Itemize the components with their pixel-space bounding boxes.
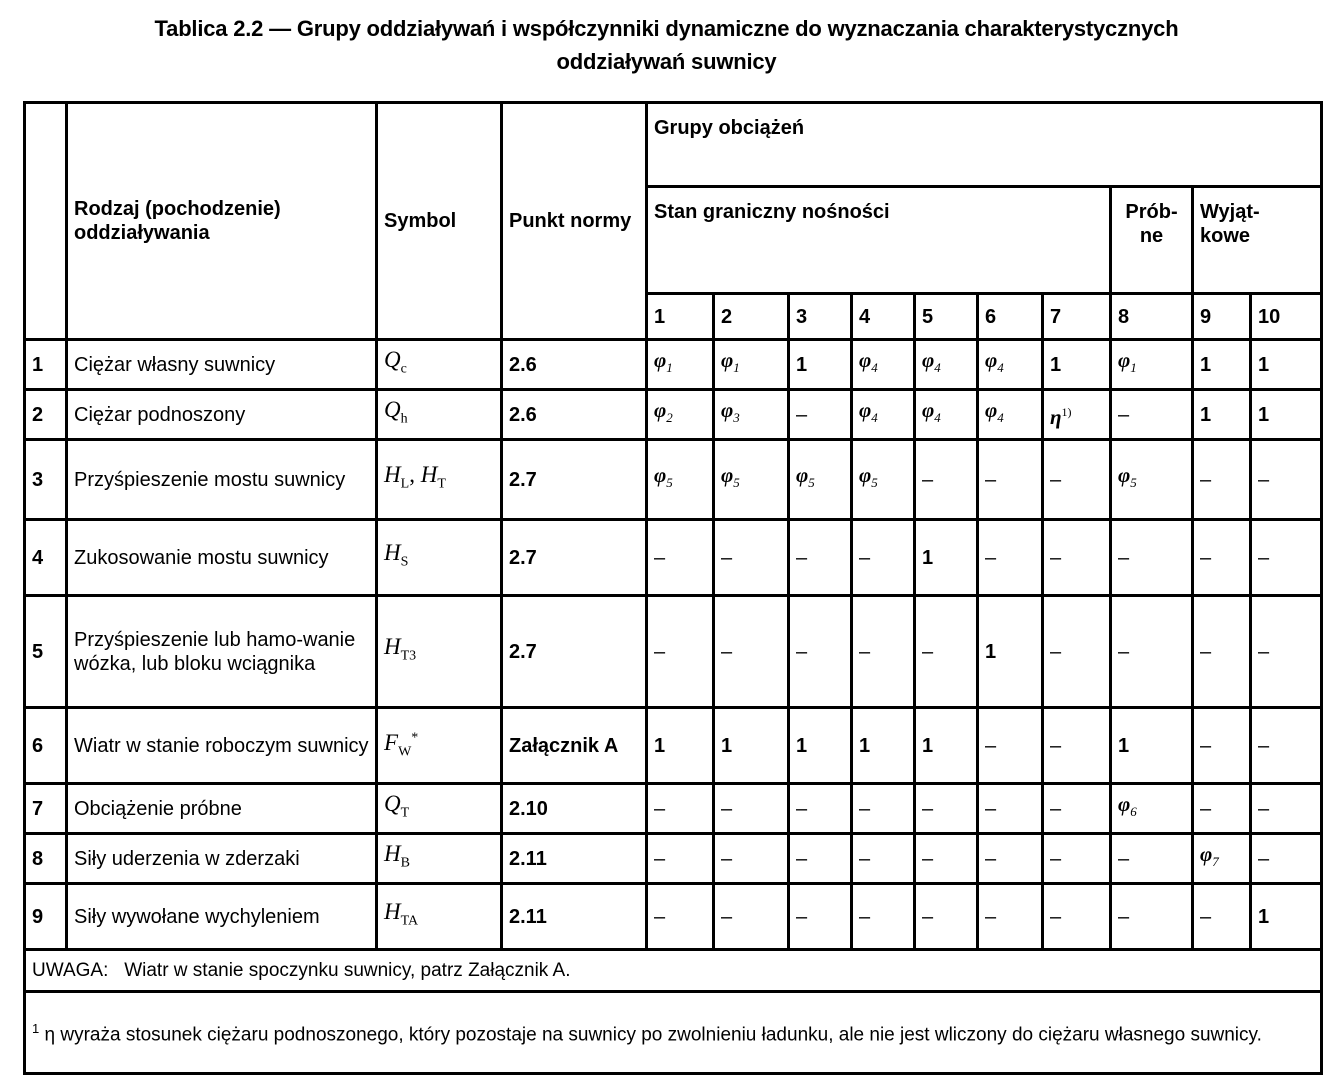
table-row xyxy=(25,440,1322,520)
phi-index: 5 xyxy=(871,475,878,491)
header-exceptional-line-1: Wyjąt- xyxy=(1200,201,1260,223)
factor-cell: 1 xyxy=(1193,390,1251,440)
row-kind: Wiatr w stanie roboczym suwnicy xyxy=(67,708,377,784)
symbol-separator: , xyxy=(409,461,421,487)
phi-symbol: φ xyxy=(859,463,872,488)
symbol-base: H xyxy=(384,539,401,565)
symbol xyxy=(384,730,419,760)
phi-index: 6 xyxy=(1130,804,1137,820)
phi-index: 5 xyxy=(666,475,673,491)
row-number: 3 xyxy=(25,440,67,520)
phi-index: 7 xyxy=(1212,854,1219,870)
header-group-number: 2 xyxy=(714,294,789,340)
row-kind: Zukosowanie mostu suwnicy xyxy=(67,520,377,596)
factor-cell: 1 xyxy=(1251,884,1322,950)
phi-factor xyxy=(654,348,673,376)
table-row xyxy=(25,884,1322,950)
factor-cell: 1 xyxy=(647,708,714,784)
factor-cell: – xyxy=(1193,884,1251,950)
row-number: 8 xyxy=(25,834,67,884)
row-point: 2.11 xyxy=(502,884,647,950)
factor-cell xyxy=(647,340,714,390)
phi-symbol: φ xyxy=(1200,842,1213,867)
header-group-number: 9 xyxy=(1193,294,1251,340)
phi-symbol: φ xyxy=(859,398,872,423)
row-symbol xyxy=(377,884,502,950)
factor-cell xyxy=(647,440,714,520)
row-number: 7 xyxy=(25,784,67,834)
phi-index: 5 xyxy=(808,475,815,491)
factor-cell: – xyxy=(978,784,1043,834)
phi-factor xyxy=(721,398,740,426)
symbol xyxy=(384,633,417,664)
factor-cell: 1 xyxy=(978,596,1043,708)
row-point: Załącznik A xyxy=(502,708,647,784)
header-kind: Rodzaj (pochodzenie) oddziaływania xyxy=(67,103,377,340)
row-symbol xyxy=(377,784,502,834)
symbol-base: Q xyxy=(384,396,401,422)
row-point: 2.7 xyxy=(502,520,647,596)
phi-index: 4 xyxy=(934,410,941,426)
symbol-subscript: L xyxy=(400,476,410,492)
symbol-base: H xyxy=(384,633,401,659)
phi-factor xyxy=(654,463,673,491)
phi-symbol: φ xyxy=(922,348,935,373)
symbol-base: H xyxy=(384,461,401,487)
phi-factor xyxy=(922,398,941,426)
table-row xyxy=(25,596,1322,708)
factor-cell: – xyxy=(1111,596,1193,708)
row-symbol xyxy=(377,520,502,596)
factor-cell xyxy=(852,440,915,520)
phi-symbol: φ xyxy=(985,398,998,423)
factor-cell: – xyxy=(1043,784,1111,834)
symbol-subscript: T3 xyxy=(400,648,417,664)
row-number: 1 xyxy=(25,340,67,390)
phi-index: 5 xyxy=(733,475,740,491)
factor-cell: – xyxy=(789,784,852,834)
symbol xyxy=(384,396,408,427)
header-uls: Stan graniczny nośności xyxy=(647,187,1111,294)
factor-cell: 1 xyxy=(1251,390,1322,440)
symbol-base: Q xyxy=(384,346,401,372)
factor-cell xyxy=(789,440,852,520)
footnote-mark: 1 xyxy=(32,1021,40,1037)
factor-cell xyxy=(714,390,789,440)
header-test xyxy=(1111,187,1193,294)
factor-cell: – xyxy=(978,520,1043,596)
row-kind: Ciężar podnoszony xyxy=(67,390,377,440)
factor-cell: – xyxy=(1193,520,1251,596)
row-number: 9 xyxy=(25,884,67,950)
factor-cell: – xyxy=(789,834,852,884)
factor-cell xyxy=(647,390,714,440)
note-text: UWAGA: Wiatr w stanie spoczynku suwnicy, patrz Załącznik A. xyxy=(25,950,1322,992)
phi-symbol: φ xyxy=(721,348,734,373)
factor-cell: – xyxy=(1251,834,1322,884)
factor-cell xyxy=(714,440,789,520)
row-point: 2.6 xyxy=(502,340,647,390)
factor-cell xyxy=(915,340,978,390)
factor-cell: – xyxy=(852,784,915,834)
header-group-number: 3 xyxy=(789,294,852,340)
factor-cell: – xyxy=(1111,390,1193,440)
row-symbol xyxy=(377,390,502,440)
header-load-groups: Grupy obciążeń xyxy=(647,103,1322,187)
factor-cell: – xyxy=(714,884,789,950)
footnote-body: η wyraża stosunek ciężaru podnoszonego, który pozostaje na suwnicy po zwolnieniu ładunku, ale nie jest wliczony do ciężaru własnego suwnicy. xyxy=(39,1024,1262,1046)
phi-symbol: φ xyxy=(654,398,667,423)
symbol-superscript: * xyxy=(411,730,419,746)
load-groups-table xyxy=(23,101,1323,1075)
phi-symbol: φ xyxy=(654,348,667,373)
factor-cell: 1 xyxy=(852,708,915,784)
symbol-subscript: W xyxy=(398,744,412,760)
phi-index: 1 xyxy=(666,360,673,376)
factor-cell: 1 xyxy=(915,520,978,596)
header-exceptional xyxy=(1193,187,1322,294)
row-symbol xyxy=(377,440,502,520)
factor-cell xyxy=(852,340,915,390)
factor-cell xyxy=(978,340,1043,390)
factor-cell xyxy=(852,390,915,440)
footnote-row xyxy=(25,992,1322,1074)
phi-index: 4 xyxy=(997,410,1004,426)
symbol xyxy=(384,461,446,492)
factor-cell: – xyxy=(978,884,1043,950)
factor-cell: – xyxy=(915,596,978,708)
table-title xyxy=(0,12,1333,78)
symbol-subscript: h xyxy=(400,411,408,427)
phi-factor xyxy=(859,398,878,426)
table-row xyxy=(25,708,1322,784)
phi-factor xyxy=(721,463,740,491)
symbol-subscript: TA xyxy=(400,913,419,929)
factor-cell: – xyxy=(978,708,1043,784)
table-row xyxy=(25,520,1322,596)
phi-index: 5 xyxy=(1130,475,1137,491)
row-number: 2 xyxy=(25,390,67,440)
header-group-number: 6 xyxy=(978,294,1043,340)
row-kind: Siły uderzenia w zderzaki xyxy=(67,834,377,884)
eta-factor xyxy=(1050,405,1072,429)
phi-index: 4 xyxy=(871,360,878,376)
factor-cell: – xyxy=(1251,784,1322,834)
phi-factor xyxy=(859,348,878,376)
symbol-base: H xyxy=(384,898,401,924)
factor-cell: – xyxy=(714,834,789,884)
phi-symbol: φ xyxy=(654,463,667,488)
factor-cell: – xyxy=(647,784,714,834)
footnote-text xyxy=(25,992,1322,1074)
factor-cell: 1 xyxy=(1111,708,1193,784)
symbol-subscript: T xyxy=(400,805,410,821)
phi-index: 3 xyxy=(733,410,740,426)
row-kind: Obciążenie próbne xyxy=(67,784,377,834)
factor-cell: – xyxy=(714,596,789,708)
phi-factor xyxy=(796,463,815,491)
row-point: 2.7 xyxy=(502,596,647,708)
row-kind: Przyśpieszenie mostu suwnicy xyxy=(67,440,377,520)
phi-factor xyxy=(1118,348,1137,376)
factor-cell: – xyxy=(1111,520,1193,596)
phi-factor xyxy=(654,398,673,426)
factor-cell: – xyxy=(1043,520,1111,596)
factor-cell: – xyxy=(852,520,915,596)
phi-index: 4 xyxy=(871,410,878,426)
row-point: 2.7 xyxy=(502,440,647,520)
factor-cell: – xyxy=(1043,834,1111,884)
factor-cell: – xyxy=(852,834,915,884)
row-symbol xyxy=(377,596,502,708)
factor-cell: – xyxy=(714,520,789,596)
factor-cell: – xyxy=(1251,708,1322,784)
symbol-base: H xyxy=(384,840,401,866)
factor-cell: – xyxy=(789,884,852,950)
header-empty-cell xyxy=(25,103,67,340)
factor-cell: – xyxy=(852,884,915,950)
symbol xyxy=(384,840,410,871)
symbol-subscript: c xyxy=(400,361,407,377)
factor-cell: – xyxy=(1043,884,1111,950)
symbol xyxy=(384,346,407,377)
factor-cell: – xyxy=(915,834,978,884)
header-group-number: 5 xyxy=(915,294,978,340)
phi-factor xyxy=(922,348,941,376)
symbol-base: H xyxy=(420,461,438,487)
phi-factor xyxy=(1118,463,1137,491)
phi-symbol: φ xyxy=(721,398,734,423)
table-row xyxy=(25,784,1322,834)
factor-cell: – xyxy=(1043,440,1111,520)
row-symbol xyxy=(377,340,502,390)
symbol-base: F xyxy=(384,730,399,756)
factor-cell xyxy=(1193,834,1251,884)
factor-cell xyxy=(1111,440,1193,520)
factor-cell: – xyxy=(915,440,978,520)
phi-index: 4 xyxy=(997,360,1004,376)
header-symbol: Symbol xyxy=(377,103,502,340)
factor-cell: 1 xyxy=(789,340,852,390)
phi-factor xyxy=(1200,842,1219,870)
row-point: 2.11 xyxy=(502,834,647,884)
row-point: 2.10 xyxy=(502,784,647,834)
eta-symbol: η xyxy=(1050,404,1062,429)
table-row xyxy=(25,390,1322,440)
factor-cell: – xyxy=(1193,596,1251,708)
factor-cell: 1 xyxy=(714,708,789,784)
phi-symbol: φ xyxy=(1118,463,1131,488)
phi-index: 1 xyxy=(733,360,740,376)
eta-footnote-mark: 1) xyxy=(1061,404,1072,419)
header-test-line-1: Prób- xyxy=(1125,201,1178,223)
row-kind: Siły wywołane wychyleniem xyxy=(67,884,377,950)
phi-index: 4 xyxy=(934,360,941,376)
phi-factor xyxy=(985,348,1004,376)
row-kind: Przyśpieszenie lub hamo-wanie wózka, lub bloku wciągnika xyxy=(67,596,377,708)
phi-factor xyxy=(985,398,1004,426)
factor-cell: – xyxy=(1193,708,1251,784)
row-kind: Ciężar własny suwnicy xyxy=(67,340,377,390)
factor-cell: – xyxy=(915,784,978,834)
factor-cell: – xyxy=(915,884,978,950)
factor-cell: 1 xyxy=(915,708,978,784)
factor-cell: – xyxy=(978,440,1043,520)
factor-cell: – xyxy=(1251,596,1322,708)
factor-cell: – xyxy=(978,834,1043,884)
factor-cell xyxy=(915,390,978,440)
factor-cell: – xyxy=(1251,440,1322,520)
factor-cell: – xyxy=(647,520,714,596)
factor-cell: – xyxy=(1111,884,1193,950)
factor-cell: 1 xyxy=(1193,340,1251,390)
factor-cell: – xyxy=(714,784,789,834)
factor-cell: – xyxy=(1251,520,1322,596)
phi-factor xyxy=(721,348,740,376)
factor-cell: 1 xyxy=(789,708,852,784)
factor-cell: – xyxy=(647,884,714,950)
header-group-number: 7 xyxy=(1043,294,1111,340)
factor-cell: – xyxy=(789,520,852,596)
factor-cell xyxy=(1111,784,1193,834)
header-point: Punkt normy xyxy=(502,103,647,340)
factor-cell: 1 xyxy=(1043,340,1111,390)
factor-cell: – xyxy=(647,596,714,708)
phi-symbol: φ xyxy=(1118,792,1131,817)
factor-cell xyxy=(1111,340,1193,390)
table-row xyxy=(25,834,1322,884)
phi-symbol: φ xyxy=(1118,348,1131,373)
phi-symbol: φ xyxy=(859,348,872,373)
row-number: 5 xyxy=(25,596,67,708)
header-group-number: 1 xyxy=(647,294,714,340)
table-row xyxy=(25,340,1322,390)
factor-cell: – xyxy=(1193,440,1251,520)
table-title-line-1: Tablica 2.2 — Grupy oddziaływań i współczynniki dynamiczne do wyznaczania charakterystycznych xyxy=(154,16,1179,41)
factor-cell: – xyxy=(1043,596,1111,708)
symbol-subscript: S xyxy=(400,554,409,570)
table-title-line-2: oddziaływań suwnicy xyxy=(556,49,777,74)
header-group-number: 4 xyxy=(852,294,915,340)
row-symbol xyxy=(377,708,502,784)
phi-symbol: φ xyxy=(922,398,935,423)
factor-cell: – xyxy=(852,596,915,708)
phi-symbol: φ xyxy=(721,463,734,488)
header-test-line-2: ne xyxy=(1139,225,1164,247)
factor-cell: – xyxy=(1043,708,1111,784)
header-group-number: 10 xyxy=(1251,294,1322,340)
note-row xyxy=(25,950,1322,992)
phi-index: 1 xyxy=(1130,360,1137,376)
factor-cell: – xyxy=(1193,784,1251,834)
row-number: 4 xyxy=(25,520,67,596)
phi-symbol: φ xyxy=(796,463,809,488)
factor-cell: 1 xyxy=(1251,340,1322,390)
header-exceptional-line-2: kowe xyxy=(1200,225,1251,247)
header-group-number: 8 xyxy=(1111,294,1193,340)
phi-factor xyxy=(1118,792,1137,820)
symbol xyxy=(384,539,409,570)
factor-cell: – xyxy=(647,834,714,884)
row-point: 2.6 xyxy=(502,390,647,440)
symbol-subscript: T xyxy=(437,476,446,492)
factor-cell xyxy=(978,390,1043,440)
symbol xyxy=(384,790,410,821)
phi-index: 2 xyxy=(666,410,673,426)
phi-factor xyxy=(859,463,878,491)
factor-cell: – xyxy=(789,390,852,440)
factor-cell: – xyxy=(789,596,852,708)
factor-cell xyxy=(1043,390,1111,440)
symbol-base: Q xyxy=(384,790,401,816)
phi-symbol: φ xyxy=(985,348,998,373)
factor-cell: – xyxy=(1111,834,1193,884)
symbol-subscript: B xyxy=(400,855,410,871)
row-symbol xyxy=(377,834,502,884)
factor-cell xyxy=(714,340,789,390)
symbol xyxy=(384,898,419,929)
row-number: 6 xyxy=(25,708,67,784)
